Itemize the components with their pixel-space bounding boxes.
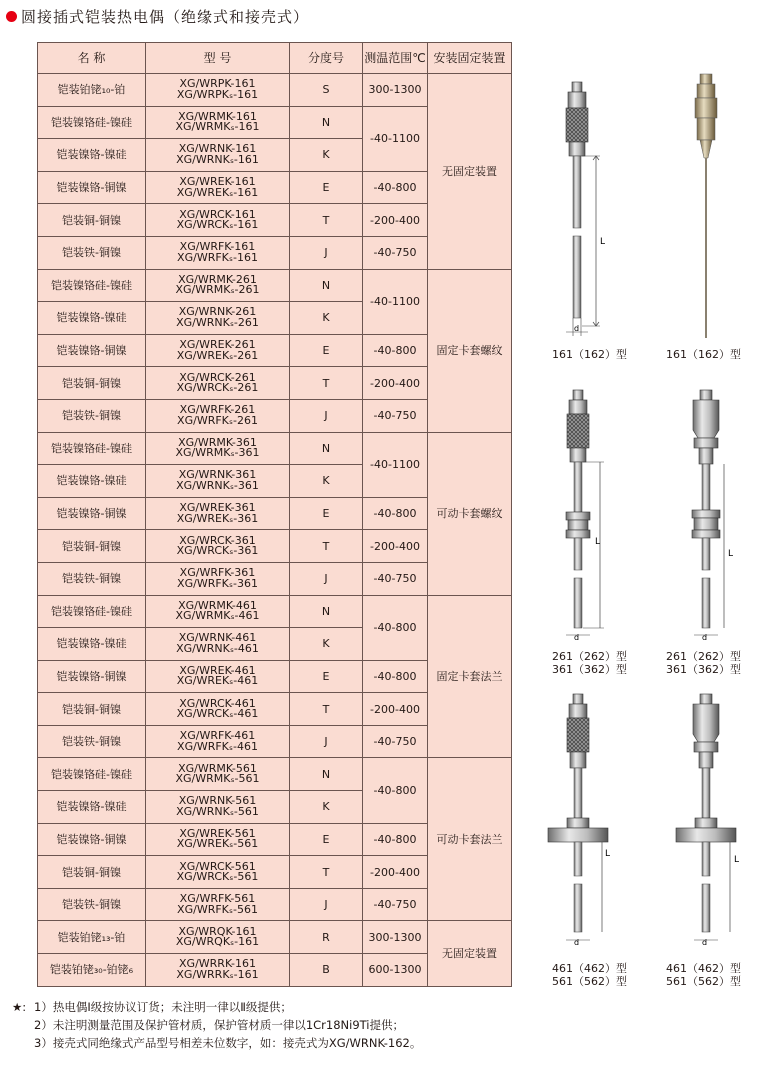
model-grounded: XG/WRFKₛ-461 [177, 739, 258, 753]
dim-d-label: d [574, 938, 580, 947]
cell-name: 铠装铜-铜镍 [38, 693, 146, 726]
cell-range: -200-400 [363, 856, 428, 889]
drawing-261-361-left [566, 390, 604, 642]
model-insulated: XG/WRFK-561 [179, 892, 256, 906]
model-grounded: XG/WREKₛ-161 [176, 185, 259, 199]
model-insulated: XG/WRNK-561 [178, 794, 257, 808]
caption-261-361-right: 261（262）型 361（362）型 [666, 650, 741, 676]
cell-range: -40-1100 [363, 269, 428, 334]
dim-d-label: d [574, 324, 580, 333]
cell-range: -40-800 [363, 595, 428, 660]
model-insulated: XG/WRMK-161 [178, 109, 257, 123]
model-insulated: XG/WREK-161 [179, 175, 256, 189]
cell-range: -40-1100 [363, 432, 428, 497]
cell-range: -200-400 [363, 367, 428, 400]
cell-name: 铠装镍铬-镍硅 [38, 791, 146, 824]
model-insulated: XG/WRCK-561 [179, 859, 256, 873]
cell-graduation: T [290, 204, 363, 237]
cell-name: 铠装镍铬-镍硅 [38, 302, 146, 335]
cell-graduation: T [290, 693, 363, 726]
cell-name: 铠装铜-铜镍 [38, 856, 146, 889]
cell-name: 铠装镍铬硅-镍硅 [38, 758, 146, 791]
model-grounded: XG/WRRKₛ-161 [176, 967, 259, 981]
header-name: 名 称 [38, 43, 146, 74]
model-grounded: XG/WRPKₛ-161 [176, 87, 259, 101]
cell-name: 铠装铁-铜镍 [38, 399, 146, 432]
cell-graduation: N [290, 269, 363, 302]
model-insulated: XG/WRFK-261 [179, 403, 256, 417]
model-grounded: XG/WRMKₛ-361 [175, 446, 260, 460]
drawing-161-photo [695, 74, 717, 338]
cell-name: 铠装铂铑₁₀-铂 [38, 74, 146, 107]
cell-name: 铠装镍铬硅-镍硅 [38, 595, 146, 628]
star-icon: ★: [12, 1000, 27, 1014]
dim-L-label: L [600, 237, 606, 247]
header-range: 测温范围℃ [363, 43, 428, 74]
cell-range: -40-750 [363, 888, 428, 921]
dim-d-label: d [702, 633, 708, 642]
cell-graduation: E [290, 660, 363, 693]
cell-graduation: J [290, 399, 363, 432]
cell-range: -40-800 [363, 660, 428, 693]
model-grounded: XG/WRNKₛ-461 [176, 641, 259, 655]
cell-range: -40-800 [363, 171, 428, 204]
model-grounded: XG/WRFKₛ-361 [177, 576, 258, 590]
cell-name: 铠装镍铬-镍硅 [38, 465, 146, 498]
cell-name: 铠装铁-铜镍 [38, 888, 146, 921]
cell-mount: 可动卡套螺纹 [428, 432, 512, 595]
cell-name: 铠装镍铬-铜镍 [38, 497, 146, 530]
cell-graduation: N [290, 758, 363, 791]
cell-graduation: N [290, 432, 363, 465]
model-insulated: XG/WRFK-361 [179, 566, 256, 580]
dim-L-label: L [734, 855, 740, 865]
model-grounded: XG/WRCKₛ-561 [176, 870, 259, 884]
drawing-461-561-left [548, 694, 610, 947]
model-grounded: XG/WRFKₛ-161 [177, 250, 258, 264]
model-grounded: XG/WRNKₛ-361 [176, 478, 259, 492]
header-model: 型 号 [146, 43, 290, 74]
cell-name: 铠装镍铬硅-镍硅 [38, 432, 146, 465]
model-insulated: XG/WRNK-361 [178, 468, 257, 482]
cell-graduation: K [290, 465, 363, 498]
header-graduation: 分度号 [290, 43, 363, 74]
model-grounded: XG/WRCKₛ-261 [176, 381, 259, 395]
drawing-161-sheathed [566, 82, 605, 336]
model-insulated: XG/WRNK-461 [178, 631, 257, 645]
model-grounded: XG/WREKₛ-461 [176, 674, 259, 688]
cell-name: 铠装铜-铜镍 [38, 204, 146, 237]
cell-graduation: E [290, 823, 363, 856]
cell-name: 铠装铜-铜镍 [38, 530, 146, 563]
cell-graduation: T [290, 367, 363, 400]
model-insulated: XG/WREK-261 [179, 338, 256, 352]
model-grounded: XG/WRFKₛ-261 [177, 413, 258, 427]
cell-range: -40-800 [363, 334, 428, 367]
cell-range: -40-750 [363, 236, 428, 269]
note-3: 3）接壳式同绝缘式产品型号相差未位数字，如：接壳式为XG/WRNK-162。 [34, 1036, 422, 1050]
dim-L-label: L [728, 549, 734, 559]
cell-mount: 固定卡套螺纹 [428, 269, 512, 432]
model-grounded: XG/WREKₛ-261 [176, 348, 259, 362]
cell-name: 铠装铂铑₃₀-铂铑₆ [38, 954, 146, 987]
note-1: ★: 1）热电偶Ⅰ级按协议订货；未注明一律以Ⅱ级提供； [12, 1000, 292, 1014]
cell-graduation: K [290, 791, 363, 824]
cell-graduation: T [290, 530, 363, 563]
model-insulated: XG/WRNK-161 [178, 142, 257, 156]
model-insulated: XG/WRCK-261 [179, 370, 256, 384]
model-grounded: XG/WRMKₛ-161 [175, 120, 260, 134]
header-mount: 安装固定装置 [428, 43, 512, 74]
drawing-461-561-right [676, 694, 739, 947]
model-grounded: XG/WRCKₛ-361 [176, 544, 259, 558]
model-grounded: XG/WRNKₛ-561 [176, 804, 259, 818]
dim-d-label: d [574, 633, 580, 642]
model-grounded: XG/WRQKₛ-161 [175, 935, 260, 949]
model-grounded: XG/WRMKₛ-561 [175, 772, 260, 786]
model-insulated: XG/WRCK-161 [179, 207, 256, 221]
cell-range: -40-800 [363, 497, 428, 530]
cell-range: -40-1100 [363, 106, 428, 171]
cell-name: 铠装镍铬-镍硅 [38, 628, 146, 661]
cell-mount: 可动卡套法兰 [428, 758, 512, 921]
model-insulated: XG/WRMK-261 [178, 272, 257, 286]
caption-461-561-left: 461（462）型 561（562）型 [552, 962, 627, 988]
cell-graduation: K [290, 628, 363, 661]
cell-graduation: E [290, 171, 363, 204]
model-grounded: XG/WRMKₛ-461 [175, 609, 260, 623]
cell-name: 铠装铁-铜镍 [38, 562, 146, 595]
cell-name: 铠装铜-铜镍 [38, 367, 146, 400]
cell-name: 铠装镍铬-铜镍 [38, 823, 146, 856]
cell-graduation: N [290, 106, 363, 139]
caption-261-361-left: 261（262）型 361（362）型 [552, 650, 627, 676]
cell-graduation: J [290, 562, 363, 595]
cell-graduation: J [290, 888, 363, 921]
cell-range: -40-750 [363, 562, 428, 595]
cell-graduation: E [290, 334, 363, 367]
page-title-text: 圆接插式铠装热电偶（绝缘式和接壳式） [21, 7, 310, 26]
cell-graduation: J [290, 725, 363, 758]
model-insulated: XG/WRRK-161 [179, 957, 256, 971]
model-grounded: XG/WREKₛ-561 [176, 837, 259, 851]
cell-name: 铠装镍铬硅-镍硅 [38, 269, 146, 302]
cell-range: 300-1300 [363, 74, 428, 107]
model-insulated: XG/WRNK-261 [178, 305, 257, 319]
cell-mount: 固定卡套法兰 [428, 595, 512, 758]
cell-graduation: K [290, 302, 363, 335]
model-insulated: XG/WRMK-361 [178, 435, 257, 449]
model-grounded: XG/WRMKₛ-261 [175, 283, 260, 297]
cell-mount: 无固定装置 [428, 74, 512, 270]
cell-range: -200-400 [363, 693, 428, 726]
cell-name: 铠装铁-铜镍 [38, 236, 146, 269]
cell-graduation: B [290, 954, 363, 987]
model-grounded: XG/WRFKₛ-561 [177, 902, 258, 916]
notes [12, 998, 421, 1052]
model-grounded: XG/WREKₛ-361 [176, 511, 259, 525]
cell-graduation: N [290, 595, 363, 628]
model-insulated: XG/WRPK-161 [179, 77, 256, 91]
cell-range: -200-400 [363, 530, 428, 563]
dim-L-label: L [595, 537, 601, 547]
cell-range: -40-750 [363, 725, 428, 758]
model-insulated: XG/WRFK-161 [179, 240, 256, 254]
model-insulated: XG/WRMK-561 [178, 761, 257, 775]
model-grounded: XG/WRCKₛ-461 [176, 707, 259, 721]
cell-range: 600-1300 [363, 954, 428, 987]
cell-graduation: E [290, 497, 363, 530]
cell-range: -40-800 [363, 758, 428, 823]
model-grounded: XG/WRNKₛ-161 [176, 152, 259, 166]
model-insulated: XG/WREK-461 [179, 663, 256, 677]
cell-mount: 无固定装置 [428, 921, 512, 986]
model-grounded: XG/WRCKₛ-161 [176, 218, 259, 232]
cell-name: 铠装铁-铜镍 [38, 725, 146, 758]
note-2: 2）未注明测量范围及保护管材质，保护管材质一律以1Cr18Ni9Ti提供； [34, 1018, 405, 1032]
cell-graduation: S [290, 74, 363, 107]
model-grounded: XG/WRNKₛ-261 [176, 315, 259, 329]
cell-graduation: J [290, 236, 363, 269]
caption-161-right: 161（162）型 [666, 348, 741, 361]
caption-161-left: 161（162）型 [552, 348, 627, 361]
cell-name: 铠装镍铬-铜镍 [38, 171, 146, 204]
cell-graduation: T [290, 856, 363, 889]
cell-range: -40-800 [363, 823, 428, 856]
cell-range: -40-750 [363, 399, 428, 432]
drawing-261-361-right [692, 390, 733, 642]
cell-name: 铠装镍铬-铜镍 [38, 334, 146, 367]
model-insulated: XG/WRMK-461 [178, 598, 257, 612]
cell-range: -200-400 [363, 204, 428, 237]
cell-graduation: R [290, 921, 363, 954]
model-insulated: XG/WREK-561 [179, 826, 256, 840]
model-insulated: XG/WRFK-461 [179, 729, 256, 743]
caption-461-561-right: 461（462）型 561（562）型 [666, 962, 741, 988]
model-insulated: XG/WREK-361 [179, 501, 256, 515]
dim-d-label: d [702, 938, 708, 947]
cell-name: 铠装镍铬-铜镍 [38, 660, 146, 693]
model-insulated: XG/WRCK-361 [179, 533, 256, 547]
model-insulated: XG/WRCK-461 [179, 696, 256, 710]
dim-L-label: L [605, 849, 611, 859]
cell-name: 铠装镍铬-镍硅 [38, 139, 146, 172]
cell-range: 300-1300 [363, 921, 428, 954]
cell-name: 铠装铂铑₁₃-铂 [38, 921, 146, 954]
cell-graduation: K [290, 139, 363, 172]
cell-name: 铠装镍铬硅-镍硅 [38, 106, 146, 139]
model-insulated: XG/WRQK-161 [178, 924, 257, 938]
